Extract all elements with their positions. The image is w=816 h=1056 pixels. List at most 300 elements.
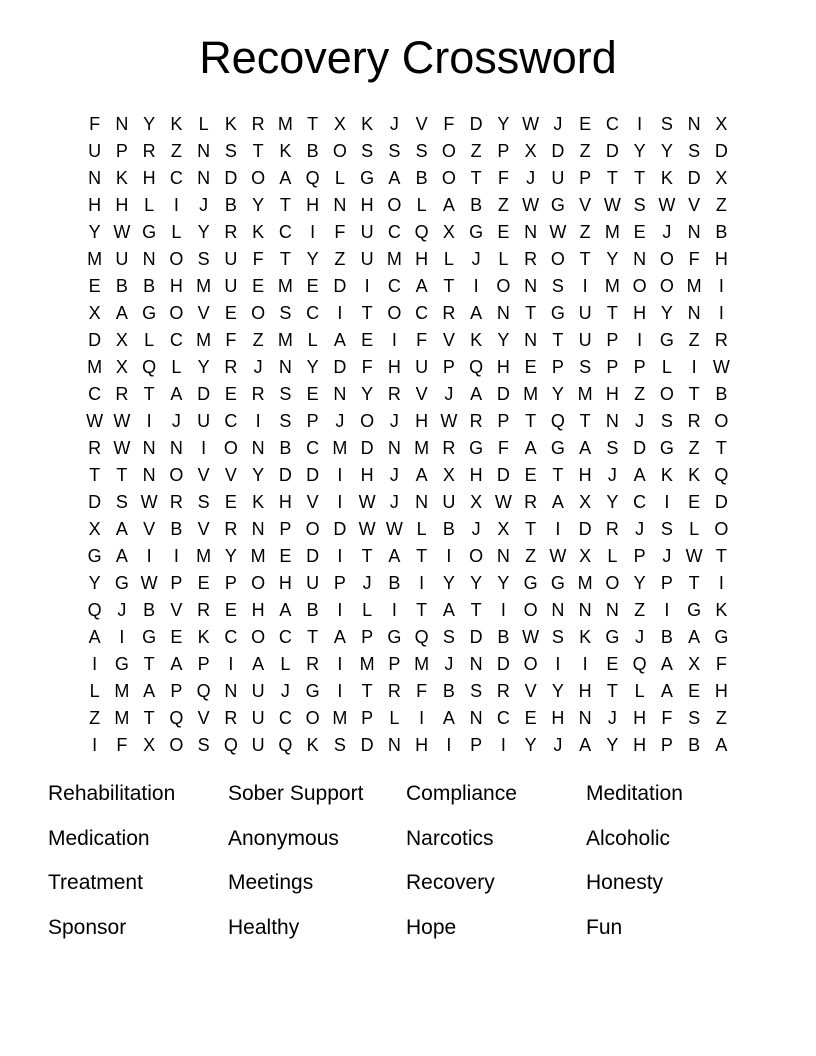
grid-letter: Y	[633, 573, 646, 594]
grid-letter: G	[469, 222, 484, 243]
grid-letter: T	[688, 384, 700, 405]
grid-letter: M	[114, 681, 130, 702]
grid-letter: Y	[361, 384, 374, 405]
grid-letter: X	[442, 222, 455, 243]
grid-letter: X	[115, 357, 128, 378]
grid-letter: G	[469, 438, 484, 459]
grid-letter: Q	[278, 735, 293, 756]
grid-letter: J	[389, 492, 399, 513]
grid-letter: I	[718, 276, 724, 297]
grid-letter: G	[714, 627, 729, 648]
grid-letter: E	[224, 492, 237, 513]
grid-letter: W	[603, 195, 621, 216]
word-list-item: Meditation	[586, 782, 683, 806]
grid-letter: N	[524, 330, 538, 351]
grid-letter: T	[634, 168, 646, 189]
grid-letter: S	[660, 114, 673, 135]
grid-letter: O	[169, 735, 184, 756]
grid-letter: T	[279, 249, 291, 270]
grid-letter: Q	[169, 708, 184, 729]
grid-letter: S	[197, 249, 210, 270]
grid-letter: A	[551, 492, 564, 513]
grid-letter: B	[688, 735, 701, 756]
grid-letter: I	[391, 330, 397, 351]
grid-letter: B	[715, 222, 728, 243]
grid-letter: F	[497, 438, 509, 459]
word-list-item: Meetings	[228, 871, 314, 895]
grid-letter: Z	[579, 222, 591, 243]
grid-letter: I	[92, 654, 98, 675]
grid-letter: P	[361, 708, 374, 729]
grid-letter: O	[469, 546, 484, 567]
grid-letter: X	[579, 492, 592, 513]
grid-letter: B	[143, 600, 156, 621]
grid-letter: S	[333, 735, 346, 756]
grid-letter: Q	[142, 357, 157, 378]
grid-letter: U	[224, 276, 238, 297]
grid-letter: C	[306, 303, 320, 324]
grid-letter: U	[88, 141, 102, 162]
grid-letter: T	[606, 681, 618, 702]
grid-letter: C	[278, 627, 292, 648]
grid-letter: W	[685, 546, 703, 567]
grid-letter: I	[664, 600, 670, 621]
grid-letter: A	[470, 303, 483, 324]
grid-letter: Y	[88, 573, 101, 594]
grid-letter: E	[497, 222, 510, 243]
grid-letter: L	[416, 195, 427, 216]
grid-letter: P	[224, 573, 237, 594]
grid-letter: M	[523, 384, 539, 405]
grid-letter: M	[196, 276, 212, 297]
grid-letter: O	[659, 249, 674, 270]
grid-letter: S	[688, 141, 701, 162]
grid-letter: W	[385, 519, 403, 540]
grid-letter: D	[360, 735, 374, 756]
grid-letter: O	[659, 384, 674, 405]
grid-letter: L	[280, 654, 291, 675]
grid-letter: J	[117, 600, 127, 621]
grid-letter: S	[415, 141, 428, 162]
grid-letter: T	[552, 465, 564, 486]
grid-letter: F	[225, 330, 237, 351]
word-list-item: Alcoholic	[586, 826, 671, 850]
grid-letter: P	[442, 357, 455, 378]
grid-letter: N	[578, 600, 592, 621]
grid-letter: U	[578, 303, 592, 324]
grid-letter: Q	[87, 600, 102, 621]
grid-letter: V	[143, 519, 156, 540]
grid-letter: N	[605, 600, 619, 621]
grid-letter: E	[224, 384, 237, 405]
grid-letter: R	[224, 222, 238, 243]
grid-letter: Q	[305, 168, 320, 189]
grid-letter: M	[386, 249, 402, 270]
grid-letter: N	[633, 249, 647, 270]
grid-letter: J	[553, 114, 563, 135]
grid-letter: D	[333, 519, 347, 540]
grid-letter: T	[525, 303, 537, 324]
grid-letter: L	[389, 708, 400, 729]
grid-letter: M	[277, 330, 293, 351]
grid-letter: O	[251, 627, 266, 648]
grid-letter: H	[360, 465, 374, 486]
grid-letter: T	[606, 303, 618, 324]
grid-letter: A	[633, 465, 646, 486]
grid-letter: X	[143, 735, 156, 756]
grid-letter: R	[605, 519, 619, 540]
grid-letter: T	[143, 384, 155, 405]
grid-letter: J	[662, 546, 672, 567]
grid-letter: I	[691, 357, 697, 378]
grid-letter: U	[115, 249, 129, 270]
grid-letter: V	[197, 303, 210, 324]
grid-letter: N	[469, 708, 483, 729]
grid-letter: Z	[89, 708, 101, 729]
grid-letter: I	[555, 519, 561, 540]
grid-letter: O	[605, 573, 620, 594]
grid-letter: P	[497, 411, 510, 432]
grid-letter: E	[361, 330, 374, 351]
grid-letter: Q	[714, 465, 729, 486]
grid-letter: I	[146, 546, 152, 567]
grid-letter: H	[360, 195, 374, 216]
grid-letter: I	[555, 654, 561, 675]
grid-letter: R	[251, 114, 265, 135]
grid-letter: I	[255, 411, 261, 432]
grid-letter: R	[387, 384, 401, 405]
grid-letter: O	[251, 303, 266, 324]
grid-letter: G	[387, 627, 402, 648]
grid-letter: C	[169, 168, 183, 189]
grid-letter: H	[115, 195, 129, 216]
grid-letter: T	[443, 276, 455, 297]
grid-letter: R	[88, 438, 102, 459]
grid-letter: S	[688, 708, 701, 729]
grid-letter: N	[142, 249, 156, 270]
grid-letter: I	[473, 276, 479, 297]
grid-letter: N	[605, 411, 619, 432]
grid-letter: Y	[551, 681, 564, 702]
grid-letter: I	[119, 627, 125, 648]
grid-letter: V	[415, 384, 428, 405]
grid-letter: R	[224, 708, 238, 729]
grid-letter: H	[633, 303, 647, 324]
grid-letter: W	[113, 438, 131, 459]
grid-letter: J	[280, 681, 290, 702]
grid-letter: E	[197, 573, 210, 594]
grid-letter: I	[228, 654, 234, 675]
grid-letter: C	[387, 222, 401, 243]
grid-letter: A	[715, 735, 728, 756]
grid-letter: A	[115, 546, 128, 567]
grid-letter: X	[88, 303, 101, 324]
grid-letter: A	[333, 330, 346, 351]
grid-letter: Z	[579, 141, 591, 162]
grid-letter: T	[579, 411, 591, 432]
grid-letter: K	[252, 492, 265, 513]
grid-letter: G	[550, 573, 565, 594]
grid-letter: A	[88, 627, 101, 648]
grid-letter: D	[496, 654, 510, 675]
grid-letter: I	[637, 114, 643, 135]
grid-letter: P	[306, 411, 319, 432]
grid-letter: F	[443, 114, 455, 135]
grid-letter: C	[278, 708, 292, 729]
grid-letter: X	[115, 330, 128, 351]
grid-letter: C	[169, 330, 183, 351]
grid-letter: K	[252, 222, 265, 243]
grid-letter: E	[306, 384, 319, 405]
grid-letter: V	[170, 600, 183, 621]
grid-letter: A	[170, 384, 183, 405]
grid-letter: W	[140, 492, 158, 513]
grid-letter: S	[551, 627, 564, 648]
grid-letter: I	[718, 303, 724, 324]
grid-letter: I	[637, 330, 643, 351]
grid-letter: S	[388, 141, 401, 162]
grid-letter: I	[364, 276, 370, 297]
grid-letter: D	[496, 465, 510, 486]
grid-letter: I	[173, 195, 179, 216]
grid-letter: B	[388, 573, 401, 594]
grid-letter: S	[361, 141, 374, 162]
grid-letter: Z	[470, 141, 482, 162]
grid-letter: W	[140, 573, 158, 594]
grid-letter: Y	[660, 303, 673, 324]
grid-letter: E	[524, 465, 537, 486]
grid-letter: B	[143, 276, 156, 297]
grid-letter: A	[388, 168, 401, 189]
grid-letter: N	[415, 492, 429, 513]
grid-letter: G	[87, 546, 102, 567]
grid-letter: G	[523, 573, 538, 594]
grid-letter: U	[224, 249, 238, 270]
grid-letter: V	[524, 681, 537, 702]
grid-letter: B	[224, 195, 237, 216]
grid-letter: B	[442, 519, 455, 540]
grid-letter: B	[442, 681, 455, 702]
grid-letter: Q	[414, 222, 429, 243]
grid-letter: Z	[715, 708, 727, 729]
grid-letter: X	[715, 168, 728, 189]
grid-letter: L	[144, 195, 155, 216]
grid-letter: U	[197, 411, 211, 432]
grid-letter: Y	[306, 357, 319, 378]
grid-letter: O	[169, 465, 184, 486]
grid-letter: F	[688, 249, 700, 270]
grid-letter: Z	[334, 249, 346, 270]
grid-letter: A	[660, 654, 673, 675]
grid-letter: V	[306, 492, 319, 513]
grid-letter: P	[660, 573, 673, 594]
grid-letter: D	[714, 141, 728, 162]
grid-letter: J	[526, 168, 536, 189]
grid-letter: D	[469, 114, 483, 135]
grid-letter: E	[524, 708, 537, 729]
grid-letter: U	[360, 249, 374, 270]
grid-letter: C	[306, 438, 320, 459]
grid-letter: A	[688, 627, 701, 648]
grid-letter: Y	[197, 222, 210, 243]
grid-letter: K	[115, 168, 128, 189]
grid-letter: N	[687, 114, 701, 135]
grid-letter: M	[414, 654, 430, 675]
grid-letter: O	[714, 519, 729, 540]
grid-letter: C	[633, 492, 647, 513]
grid-letter: P	[170, 573, 183, 594]
grid-letter: B	[170, 519, 183, 540]
grid-letter: O	[496, 276, 511, 297]
grid-letter: R	[142, 141, 156, 162]
grid-letter: S	[606, 438, 619, 459]
grid-letter: X	[442, 465, 455, 486]
grid-letter: T	[715, 438, 727, 459]
grid-letter: T	[606, 168, 618, 189]
grid-letter: Y	[197, 357, 210, 378]
grid-letter: T	[416, 600, 428, 621]
grid-letter: T	[143, 654, 155, 675]
grid-letter: I	[582, 276, 588, 297]
grid-letter: Y	[470, 573, 483, 594]
grid-letter: J	[444, 654, 454, 675]
grid-letter: J	[635, 627, 645, 648]
grid-letter: P	[551, 357, 564, 378]
grid-letter: Z	[634, 600, 646, 621]
grid-letter: M	[577, 573, 593, 594]
grid-letter: W	[522, 114, 540, 135]
grid-letter: E	[524, 357, 537, 378]
grid-letter: B	[715, 384, 728, 405]
grid-letter: I	[419, 573, 425, 594]
grid-letter: N	[333, 384, 347, 405]
grid-letter: L	[198, 114, 209, 135]
grid-letter: X	[497, 519, 510, 540]
grid-letter: P	[115, 141, 128, 162]
grid-letter: T	[361, 546, 373, 567]
word-search-grid	[81, 111, 735, 759]
grid-letter: L	[661, 357, 672, 378]
grid-letter: H	[551, 708, 565, 729]
grid-letter: H	[169, 276, 183, 297]
grid-letter: K	[197, 627, 210, 648]
grid-letter: B	[415, 168, 428, 189]
grid-letter: C	[496, 708, 510, 729]
word-list-item: Sponsor	[48, 915, 127, 939]
grid-letter: Y	[606, 492, 619, 513]
grid-letter: O	[387, 195, 402, 216]
grid-letter: B	[279, 438, 292, 459]
grid-letter: L	[334, 168, 345, 189]
grid-letter: K	[361, 114, 374, 135]
grid-letter: Y	[524, 735, 537, 756]
grid-letter: P	[197, 654, 210, 675]
word-list-item: Healthy	[228, 915, 300, 939]
grid-letter: Y	[252, 465, 265, 486]
grid-letter: W	[494, 492, 512, 513]
grid-letter: X	[715, 114, 728, 135]
grid-letter: T	[89, 465, 101, 486]
grid-letter: Z	[170, 141, 182, 162]
grid-letter: Y	[224, 546, 237, 567]
grid-letter: K	[579, 627, 592, 648]
grid-letter: P	[170, 681, 183, 702]
grid-letter: Q	[550, 411, 565, 432]
grid-letter: J	[553, 735, 563, 756]
grid-letter: T	[470, 600, 482, 621]
grid-letter: T	[252, 141, 264, 162]
grid-letter: V	[442, 330, 455, 351]
grid-letter: G	[550, 195, 565, 216]
grid-letter: D	[714, 492, 728, 513]
grid-letter: R	[251, 384, 265, 405]
grid-letter: H	[633, 708, 647, 729]
grid-letter: Q	[414, 627, 429, 648]
grid-letter: N	[551, 600, 565, 621]
grid-letter: H	[278, 492, 292, 513]
grid-letter: N	[278, 357, 292, 378]
grid-letter: I	[337, 303, 343, 324]
grid-letter: E	[633, 222, 646, 243]
grid-letter: I	[201, 438, 207, 459]
grid-letter: L	[89, 681, 100, 702]
grid-letter: S	[197, 492, 210, 513]
grid-letter: R	[442, 303, 456, 324]
grid-letter: I	[419, 708, 425, 729]
grid-letter: N	[524, 222, 538, 243]
grid-letter: E	[170, 627, 183, 648]
grid-letter: B	[497, 627, 510, 648]
grid-letter: D	[605, 141, 619, 162]
grid-letter: X	[524, 141, 537, 162]
grid-letter: S	[442, 627, 455, 648]
grid-letter: L	[498, 249, 509, 270]
grid-letter: S	[660, 411, 673, 432]
grid-letter: T	[307, 114, 319, 135]
grid-letter: Y	[252, 195, 265, 216]
word-list-item: Honesty	[586, 871, 664, 895]
grid-letter: R	[524, 492, 538, 513]
grid-letter: H	[714, 249, 728, 270]
grid-letter: R	[306, 654, 320, 675]
grid-letter: C	[278, 222, 292, 243]
grid-letter: L	[416, 519, 427, 540]
grid-letter: N	[115, 114, 129, 135]
grid-letter: I	[337, 600, 343, 621]
grid-letter: M	[87, 357, 103, 378]
grid-letter: N	[224, 681, 238, 702]
grid-letter: A	[279, 168, 292, 189]
grid-letter: H	[633, 735, 647, 756]
grid-letter: J	[607, 465, 617, 486]
grid-letter: R	[714, 330, 728, 351]
grid-letter: T	[279, 195, 291, 216]
grid-letter: E	[579, 114, 592, 135]
grid-letter: D	[88, 330, 102, 351]
grid-letter: D	[496, 384, 510, 405]
grid-letter: U	[251, 708, 265, 729]
grid-letter: W	[113, 222, 131, 243]
grid-letter: A	[442, 600, 455, 621]
grid-letter: K	[224, 114, 237, 135]
grid-letter: G	[142, 222, 157, 243]
grid-letter: I	[500, 600, 506, 621]
word-list-item: Medication	[48, 826, 150, 850]
grid-letter: N	[387, 735, 401, 756]
grid-letter: T	[361, 303, 373, 324]
grid-letter: G	[659, 330, 674, 351]
grid-letter: I	[446, 546, 452, 567]
